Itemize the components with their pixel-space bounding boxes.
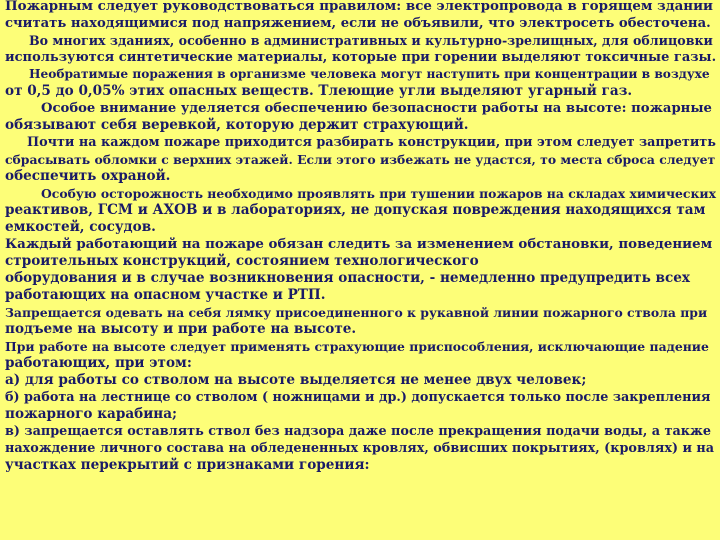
text-line: используются синтетические материалы, которые при горении выделяют токсичные газы. [5, 50, 717, 65]
text-line: Пожарным следует руководствоваться правилом: все электропровода в горящем здании [5, 0, 713, 14]
text-line: работающих, при этом: [5, 355, 192, 371]
text-line: строительных конструкций, состоянием технологического [5, 253, 479, 269]
text-line: Каждый работающий на пожаре обязан следить за изменением обстановки, поведением [5, 236, 713, 252]
text-line: а) для работы со стволом на высоте выделяется не менее двух человек; [5, 372, 587, 388]
text-line: Особое внимание уделяется обеспечению безопасности работы на высоте: пожарные [41, 101, 712, 116]
text-line: реактивов, ГСМ и АХОВ и в лабораториях, не допуская повреждения находящихся там [5, 202, 706, 218]
text-line: Необратимые поражения в организме человека могут наступить при концентрации в воздухе [29, 67, 710, 81]
text-line: Особую осторожность необходимо проявлять при тушении пожаров на складах химических [41, 186, 717, 201]
text-line: участках перекрытий с признаками горения: [5, 457, 370, 473]
text-line: в) запрещается оставлять ствол без надзора даже после прекращения подачи воды, а также [5, 424, 712, 439]
text-line: нахождение личного состава на обледененных кровлях, обвисших покрытиях, (кровлях) и на [5, 441, 715, 456]
text-line: подъеме на высоту и при работе на высоте. [5, 321, 357, 337]
text-line: Во многих зданиях, особенно в административных и культурно-зрелищных, для облицовки [29, 33, 713, 48]
text-line: При работе на высоте следует применять страхующие приспособления, исключающие падение [5, 339, 709, 354]
text-line: обеспечить охраной. [5, 168, 171, 184]
text-line: Почти на каждом пожаре приходится разбирать конструкции, при этом следует запретить [27, 135, 716, 150]
text-line: считать находящимися под напряжением, если не объявили, что электросеть обесточена. [5, 16, 711, 31]
text-line: оборудования и в случае возникновения опасности, - немедленно предупредить всех [5, 270, 691, 286]
text-line: от 0,5 до 0,05% этих опасных веществ. Тлеющие угли выделяют угарный газ. [5, 83, 633, 99]
text-line: б) работа на лестнице со стволом ( ножницами и др.) допускается только после закрепления [5, 390, 711, 405]
text-line: работающих на опасном участке и РТП. [5, 287, 326, 303]
text-line: обязывают себя веревкой, которую держит страхующий. [5, 117, 469, 133]
text-line: пожарного карабина; [5, 406, 178, 422]
text-line: Запрещается одевать на себя лямку присоединенного к рукавной линии пожарного ствола при [5, 305, 708, 320]
text-line: сбрасывать обломки с верхних этажей. Если этого избежать не удастся, то места сброса следует [5, 152, 716, 167]
body-text [5, 0, 717, 474]
text-line: емкостей, сосудов. [5, 219, 156, 235]
